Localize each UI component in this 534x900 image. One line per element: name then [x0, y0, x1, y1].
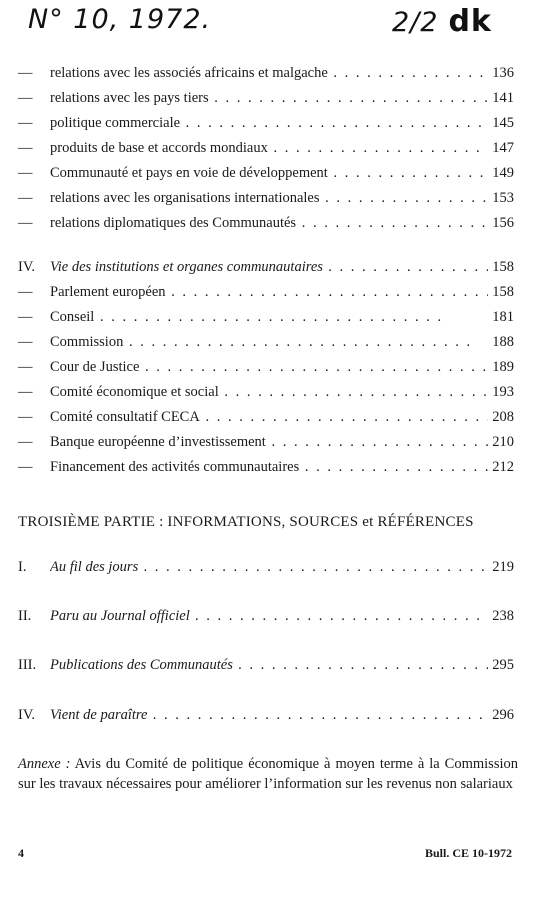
toc-row-page: 141: [492, 90, 514, 106]
toc-row: [0, 187, 534, 209]
toc-row-title: Commission . .: [50, 331, 488, 353]
toc-row-marker: —: [18, 359, 33, 375]
handwritten-annotation: [392, 4, 492, 39]
toc-row: [0, 406, 534, 428]
toc-row: [0, 605, 534, 627]
toc-row-page: 158: [492, 259, 514, 275]
toc-row-title: relations avec les pays tiers . .: [50, 87, 488, 109]
toc-row-title: Publications des Communautés . .: [50, 654, 488, 676]
toc-row-page: 219: [492, 559, 514, 575]
handwritten-initials: dk: [448, 4, 492, 39]
toc-row-marker: —: [18, 90, 33, 106]
toc-row-page: 145: [492, 115, 514, 131]
toc-row: [0, 431, 534, 453]
toc-row-title: Comité économique et social . .: [50, 381, 488, 403]
toc-row-marker: —: [18, 309, 33, 325]
toc-row-title: politique commerciale . .: [50, 112, 488, 134]
annexe-label: Annexe :: [18, 756, 71, 772]
toc-row: [0, 162, 534, 184]
toc-row-title: relations diplomatiques des Communautés . .: [50, 212, 488, 234]
toc-row: [0, 331, 534, 353]
toc-row-marker: —: [18, 409, 33, 425]
toc-row-page: 189: [492, 359, 514, 375]
part-heading: TROISIÈME PARTIE : INFORMATIONS, SOURCES et RÉFÉRENCES: [18, 514, 474, 530]
annexe-text: Avis du Comité de politique économique à moyen terme à la Commission sur les travaux nécessaires pour améliorer l’information sur les revenus non salariaux: [18, 756, 518, 792]
toc-row-title: Banque européenne d’investissement . .: [50, 431, 488, 453]
toc-row-page: 147: [492, 140, 514, 156]
toc-row-page: 295: [492, 657, 514, 673]
toc-row-marker: —: [18, 284, 33, 300]
toc-row-marker: —: [18, 190, 33, 206]
toc-row: [0, 137, 534, 159]
toc-row: [0, 87, 534, 109]
toc-row-page: 208: [492, 409, 514, 425]
toc-row: [0, 62, 534, 84]
toc-row-marker: III.: [18, 657, 37, 673]
toc-row-title: Parlement européen . .: [50, 281, 488, 303]
toc-row-title: relations avec les associés africains et malgache . .: [50, 62, 488, 84]
toc-row: [0, 456, 534, 478]
toc-row: [0, 306, 534, 328]
toc-row-page: 212: [492, 459, 514, 475]
toc-row-title: Vie des institutions et organes communautaires . .: [50, 256, 488, 278]
toc-row-marker: IV.: [18, 707, 36, 723]
toc-row-page: 188: [492, 334, 514, 350]
toc-row: [0, 556, 534, 578]
toc-row-marker: II.: [18, 608, 32, 624]
toc-row-title: Cour de Justice . .: [50, 356, 488, 378]
toc-row-title: Financement des activités communautaires . .: [50, 456, 488, 478]
publication-reference: Bull. CE 10-1972: [424, 846, 512, 860]
toc-row-marker: IV.: [18, 259, 36, 275]
toc-row-title: relations avec les organisations internationales . .: [50, 187, 488, 209]
toc-row: [0, 256, 534, 278]
toc-row-marker: —: [18, 215, 33, 231]
handwritten-fraction: 2/2: [392, 7, 439, 38]
toc-row: [0, 704, 534, 726]
toc-row-marker: I.: [18, 559, 27, 575]
toc-row-title: Conseil . .: [50, 306, 488, 328]
page-number: 4: [18, 846, 24, 860]
toc-row-title: Au fil des jours . .: [50, 556, 488, 578]
toc-row-title: Vient de paraître . .: [50, 704, 488, 726]
toc-row-marker: —: [18, 65, 33, 81]
toc-row: [0, 654, 534, 676]
toc-row-page: 153: [492, 190, 514, 206]
toc-row-marker: —: [18, 140, 33, 156]
toc-row: [0, 112, 534, 134]
toc-row-page: 149: [492, 165, 514, 181]
toc-row-page: 156: [492, 215, 514, 231]
toc-row-page: 210: [492, 434, 514, 450]
toc-row: [0, 281, 534, 303]
handwritten-issue-number: N° 10, 1972.: [28, 4, 212, 35]
toc-row-marker: —: [18, 384, 33, 400]
toc-row: [0, 356, 534, 378]
toc-row-marker: —: [18, 334, 33, 350]
toc-row: [0, 381, 534, 403]
toc-row-page: 296: [492, 707, 514, 723]
toc-row: [0, 212, 534, 234]
toc-row-page: 193: [492, 384, 514, 400]
toc-row-title: Comité consultatif CECA . .: [50, 406, 488, 428]
toc-row-page: 158: [492, 284, 514, 300]
toc-row-page: 181: [492, 309, 514, 325]
toc-row-title: produits de base et accords mondiaux . .: [50, 137, 488, 159]
toc-row-page: 238: [492, 608, 514, 624]
toc-row-title: Paru au Journal officiel . .: [50, 605, 488, 627]
annexe-paragraph: [18, 754, 518, 794]
toc-row-marker: —: [18, 115, 33, 131]
toc-row-marker: —: [18, 165, 33, 181]
toc-row-marker: —: [18, 434, 33, 450]
toc-row-title: Communauté et pays en voie de développement . .: [50, 162, 488, 184]
toc-row-page: 136: [492, 65, 514, 81]
toc-row-marker: —: [18, 459, 33, 475]
